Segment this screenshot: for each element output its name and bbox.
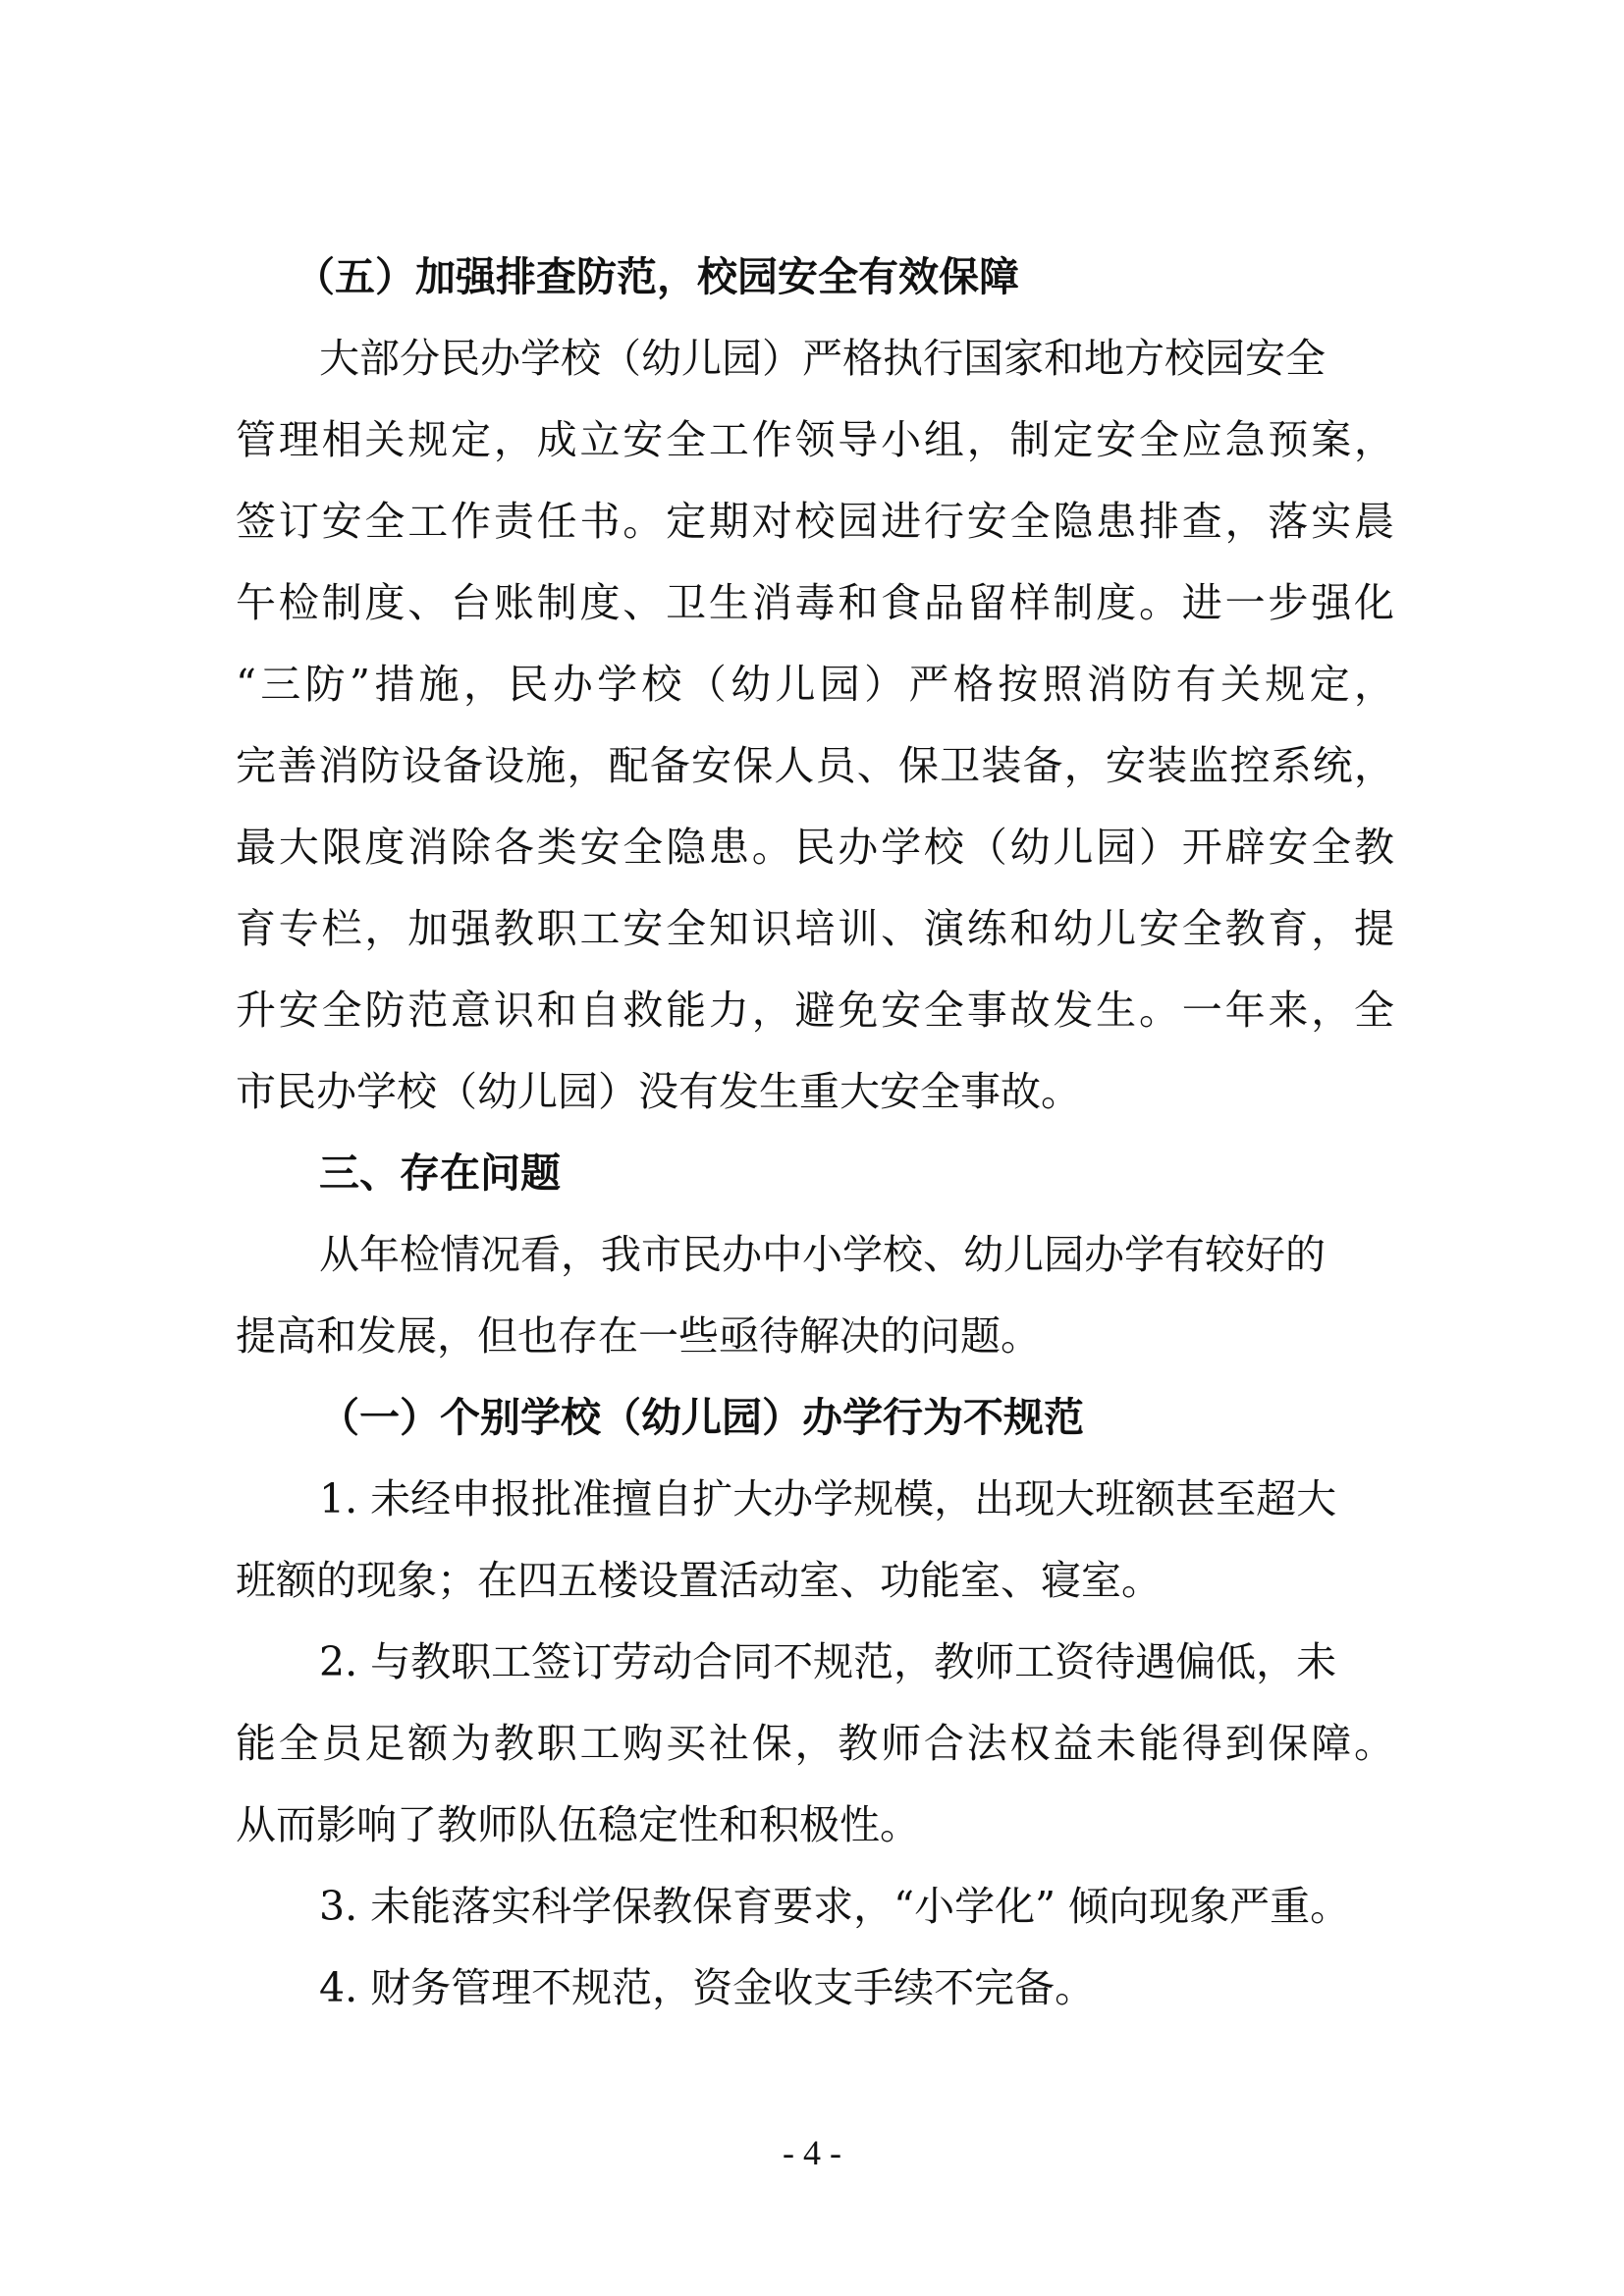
paragraph-line: 提高和发展，但也存在一些亟待解决的问题。 [236,1312,1041,1360]
list-item-line: 2. 与教职工签订劳动合同不规范，教师工资待遇偏低，未 [319,1638,1337,1685]
section-three-heading: 三、存在问题 [319,1149,561,1197]
list-item-line: 1. 未经申报批准擅自扩大办学规模，出现大班额甚至超大 [319,1475,1337,1522]
section-five-heading: （五）加强排查防范，校园安全有效保障 [295,253,1019,300]
paragraph-line: 育专栏，加强教职工安全知识培训、演练和幼儿安全教育，提 [236,905,1394,952]
list-item-line: 从而影响了教师队伍稳定性和积极性。 [236,1801,920,1848]
list-item-line: 班额的现象；在四五楼设置活动室、功能室、寝室。 [236,1557,1162,1604]
paragraph-line: 升安全防范意识和自救能力，避免安全事故发生。一年来，全 [236,987,1394,1034]
page-number: - 4 - [783,2133,841,2172]
list-item-line: 4. 财务管理不规范，资金收支手续不完备。 [319,1964,1096,2011]
paragraph-line: 从年检情况看，我市民办中小学校、幼儿园办学有较好的 [319,1231,1326,1278]
list-item-line: 能全员足额为教职工购买社保，教师合法权益未能得到保障。 [236,1720,1394,1767]
list-item-line: 3. 未能落实科学保教保育要求，“小学化” 倾向现象严重。 [319,1883,1351,1930]
subsection-one-heading: （一）个别学校（幼儿园）办学行为不规范 [319,1394,1084,1441]
paragraph-line: 市民办学校（幼儿园）没有发生重大安全事故。 [236,1068,1081,1115]
paragraph-line: “三防”措施，民办学校（幼儿园）严格按照消防有关规定， [236,661,1394,708]
paragraph-line: 完善消防设备设施，配备安保人员、保卫装备，安装监控系统， [236,742,1394,789]
paragraph-line: 最大限度消除各类安全隐患。民办学校（幼儿园）开辟安全教 [236,824,1394,871]
paragraph-line: 管理相关规定，成立安全工作领导小组，制定安全应急预案， [236,416,1394,463]
paragraph-line: 大部分民办学校（幼儿园）严格执行国家和地方校园安全 [319,335,1326,382]
paragraph-line: 午检制度、台账制度、卫生消毒和食品留样制度。进一步强化 [236,579,1394,626]
paragraph-line: 签订安全工作责任书。定期对校园进行安全隐患排查，落实晨 [236,498,1394,545]
